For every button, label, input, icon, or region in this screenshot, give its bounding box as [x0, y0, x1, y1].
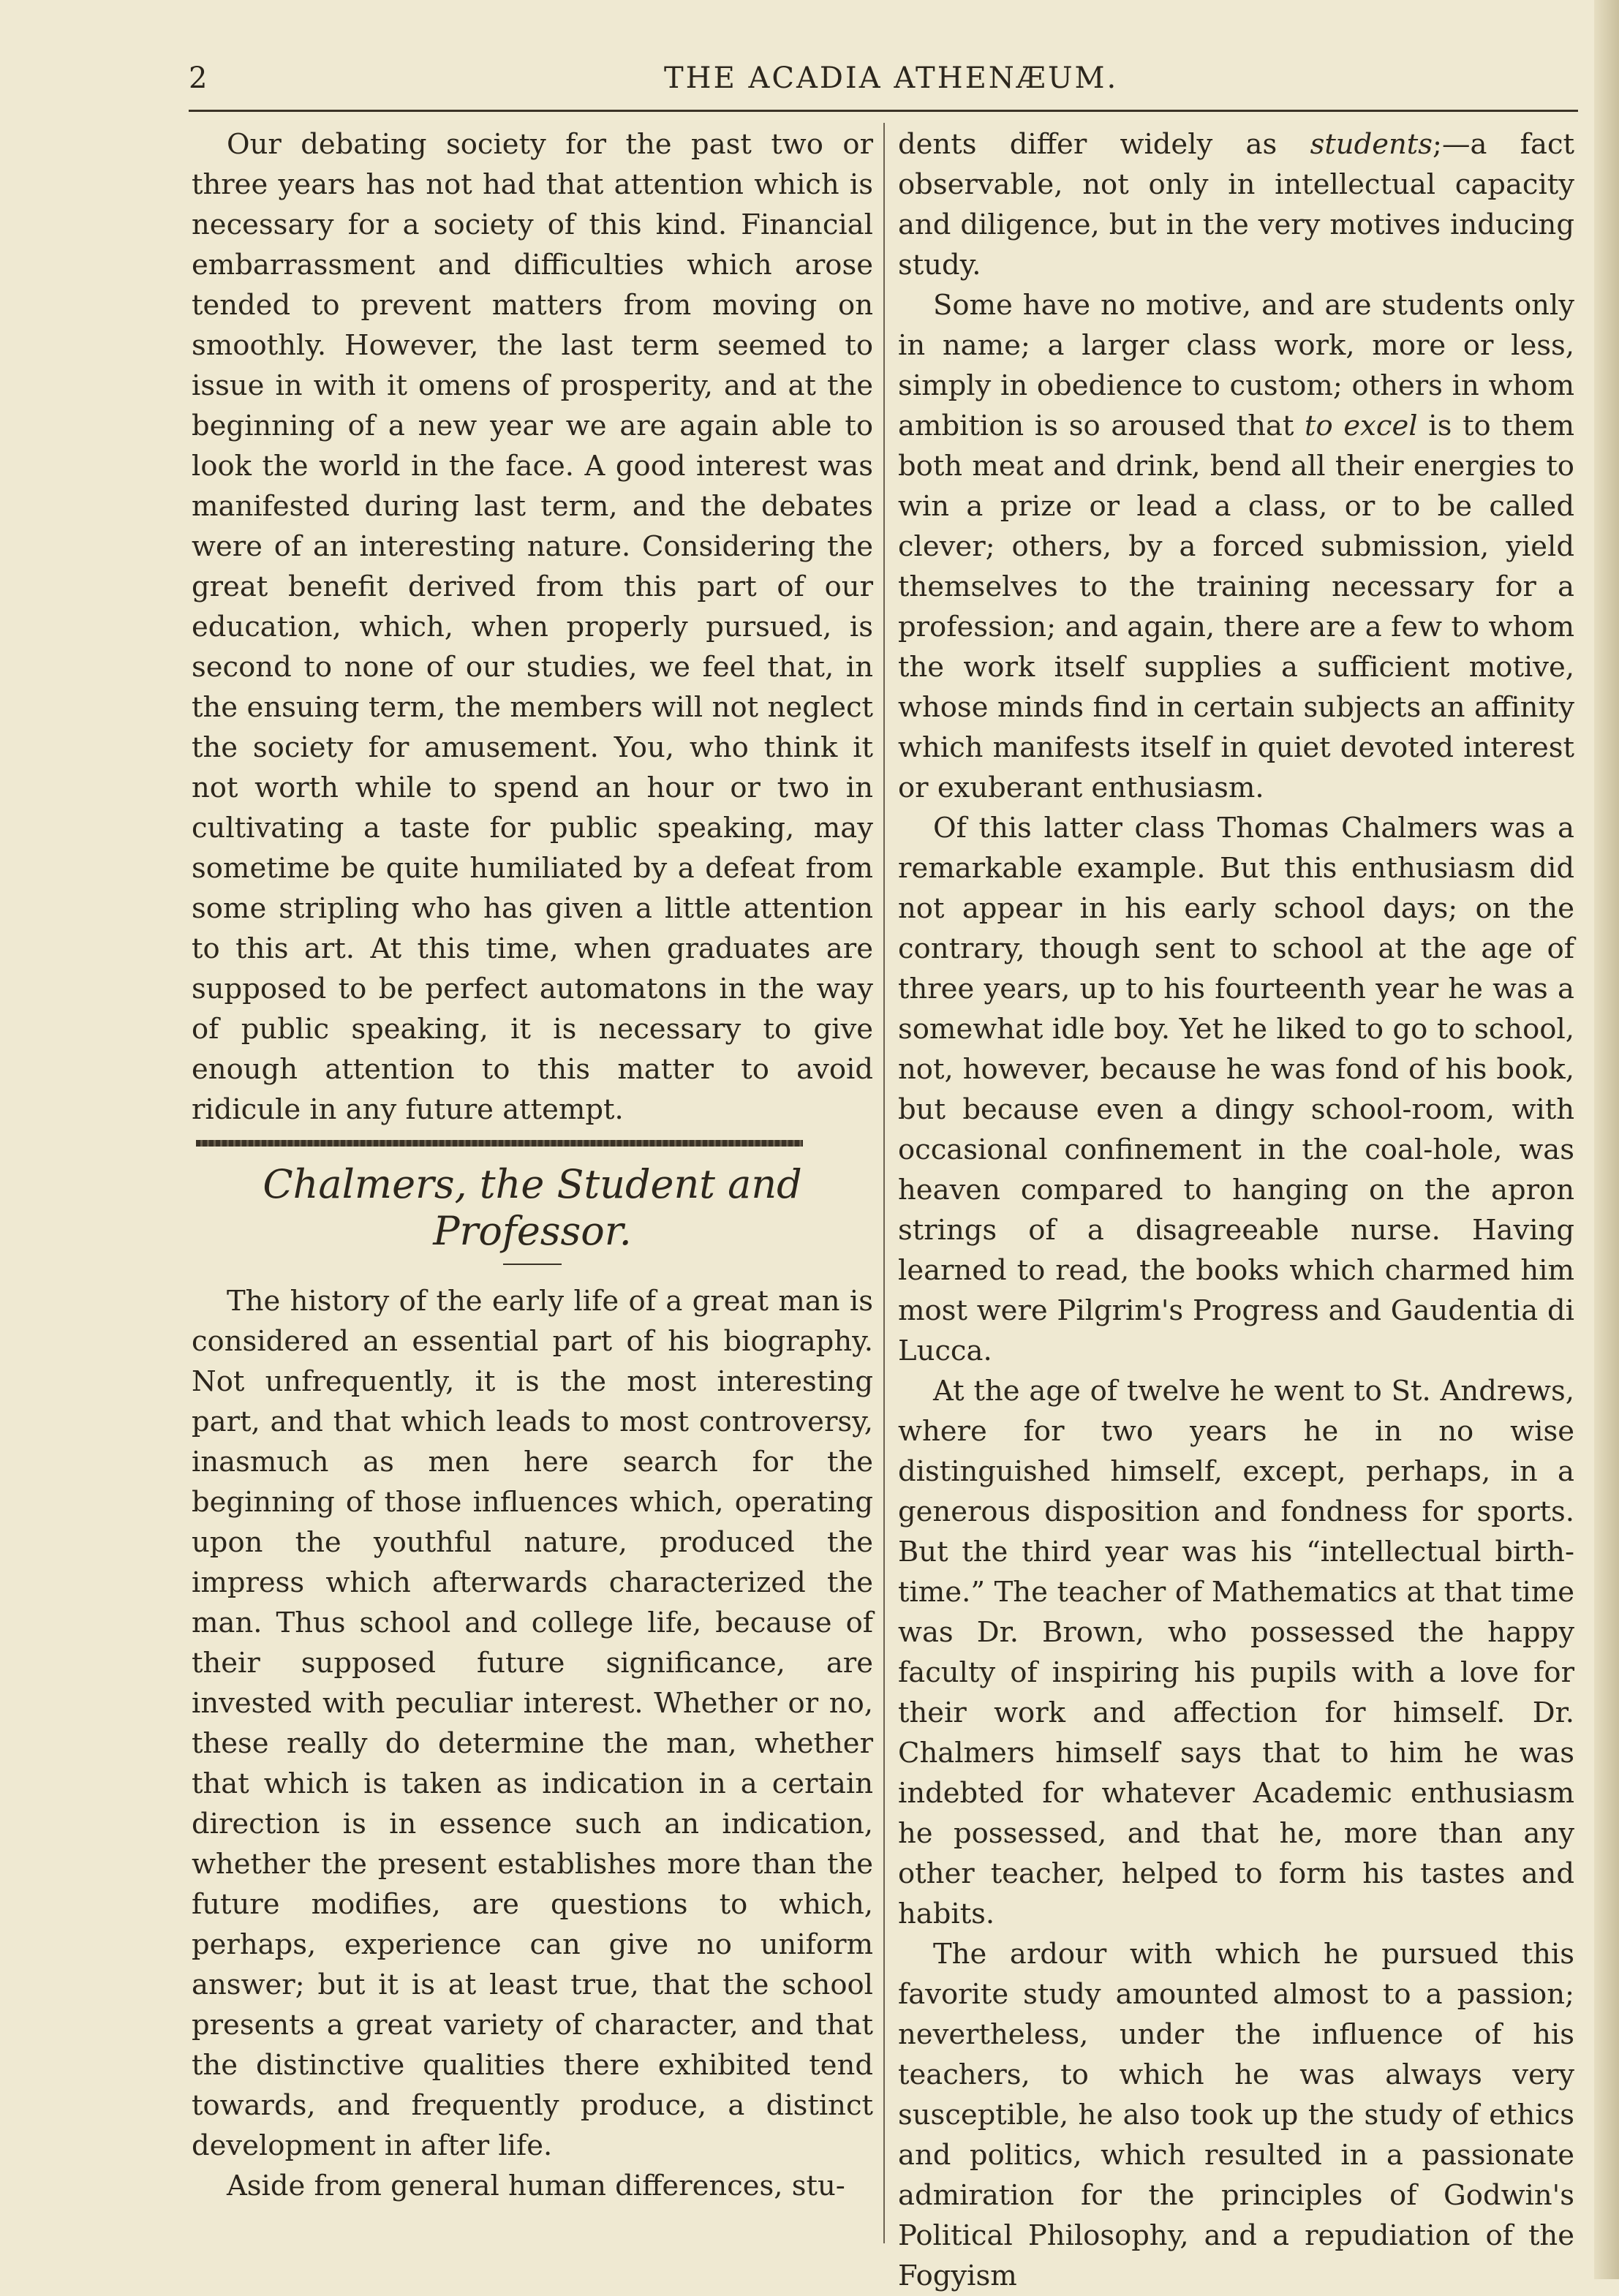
continuation-paragraph — [898, 124, 1574, 285]
ardour-paragraph: The ardour with which he pursued this favorite study amounted almost to a passion; nevertheless, under the influence of his teachers, to which he was always very susceptible, he also took up the study of ethics and politics, which resulted in a passionate admiration for the principles of Godwin's Political Philosophy, and a repudiation of the Fogyism — [898, 1938, 1574, 2292]
title-rule — [503, 1264, 562, 1265]
continuation-text-b: ;—a fact observable, not only in intellectual capacity and diligence, but in the very motives inducing study. — [898, 128, 1574, 282]
chalmers-paragraph: Of this latter class Thomas Chalmers was a remarkable example. But this enthusiasm did not appear in his early school days; on the contrary, though sent to school at the age of three years, up to his fourteenth year he was a somewhat idle boy. Yet he liked to go to school, not, however, because he was fond of his book, but because even a dingy school-room, with occasional confinement in the coal-hole, was heaven compared to hanging on the apron strings of a disagreeable nurse. Having learned to read, the books which charmed him most were Pilgrim's Progress and Gaudentia di Lucca. — [898, 812, 1574, 1367]
history-paragraph: The history of the early life of a great man is considered an essential part of his biography. Not unfrequently, it is the most interesting part, and that which leads to most controversy, inasmuch as men here search for the beginning of those influences which, operating upon the youthful nature, produced the impress which afterwards characterized the man. Thus school and college life, because of their supposed future significance, are invested with peculiar interest. Whether or no, these really do determine the man, whether that which is taken as indication in a certain direction is in essence such an indication, whether the present establishes more than the future modifies, are questions to which, perhaps, experience can give no uniform answer; but it is at least true, that the school presents a great variety of character, and that the distinctive qualities there exhibited tend towards, and frequently produce, a distinct development in after life. — [192, 1285, 873, 2162]
motives-text-b: is to them both meat and drink, bend all their energies to win a prize or lead a class, or to be called clever; others, by a forced submission, yield themselves to the training necessary for a profession; and again, there are a few to whom the work itself supplies a sufficient motive, whose minds find in certain subjects an affinity which manifests itself in quiet devoted interest or exuberant enthusiasm. — [898, 409, 1574, 804]
motives-italic: to excel — [1305, 409, 1418, 442]
continuation-text-a: dents differ widely as — [898, 128, 1310, 161]
st-andrews-paragraph: At the age of twelve he went to St. Andrews, where for two years he in no wise distinguished himself, except, perhaps, in a generous disposition and fondness for sports. But the third year was his “intellectual birth-time.” The teacher of Mathematics at that time was Dr. Brown, who possessed the happy faculty of inspiring his pupils with a love for their work and affection for himself. Dr. Chalmers himself says that to him he was indebted for whatever Academic enthusiasm he possessed, and that he, more than any other teacher, helped to form his tastes and habits. — [898, 1375, 1574, 1930]
column-divider — [883, 123, 885, 2243]
page-edge-shadow — [1594, 0, 1619, 2279]
motives-text-a: Some have no motive, and are students only in name; a larger class work, more or less, simply in obedience to custom; others in whom ambition is so aroused that — [898, 289, 1574, 442]
debating-society-paragraph: Our debating society for the past two or three years has not had that attention which is necessary for a society of this kind. Financial embarrassment and difficulties which arose tended to prevent matters from moving on smoothly. However, the last term seemed to issue in with it omens of prosperity, and at the beginning of a new year we are again able to look the world in the face. A good interest was manifested during last term, and the debates were of an interesting nature. Considering the great benefit derived from this part of our education, which, when properly pursued, is second to none of our studies, we feel that, in the ensuing term, the members will not neglect the society for amusement. You, who think it not worth while to spend an hour or two in cultivating a taste for public speaking, may sometime be quite humiliated by a defeat from some stripling who has given a little attention to this art. At this time, when graduates are supposed to be perfect automatons in the way of public speaking, it is necessary to give enough attention to this matter to avoid ridicule in any future attempt. — [192, 128, 873, 1126]
page-header — [189, 57, 1578, 104]
running-title: THE ACADIA ATHENÆUM. — [664, 61, 1119, 95]
continuation-italic: students — [1310, 128, 1433, 161]
aside-paragraph: Aside from general human differences, stu- — [227, 2170, 845, 2202]
header-rule — [189, 110, 1578, 112]
motives-paragraph — [898, 285, 1574, 808]
page-number: 2 — [189, 61, 208, 95]
right-column — [898, 124, 1574, 2296]
article-title: Chalmers, the Student and Professor. — [263, 1161, 802, 1254]
section-divider — [196, 1140, 803, 1147]
left-column — [192, 124, 873, 2206]
